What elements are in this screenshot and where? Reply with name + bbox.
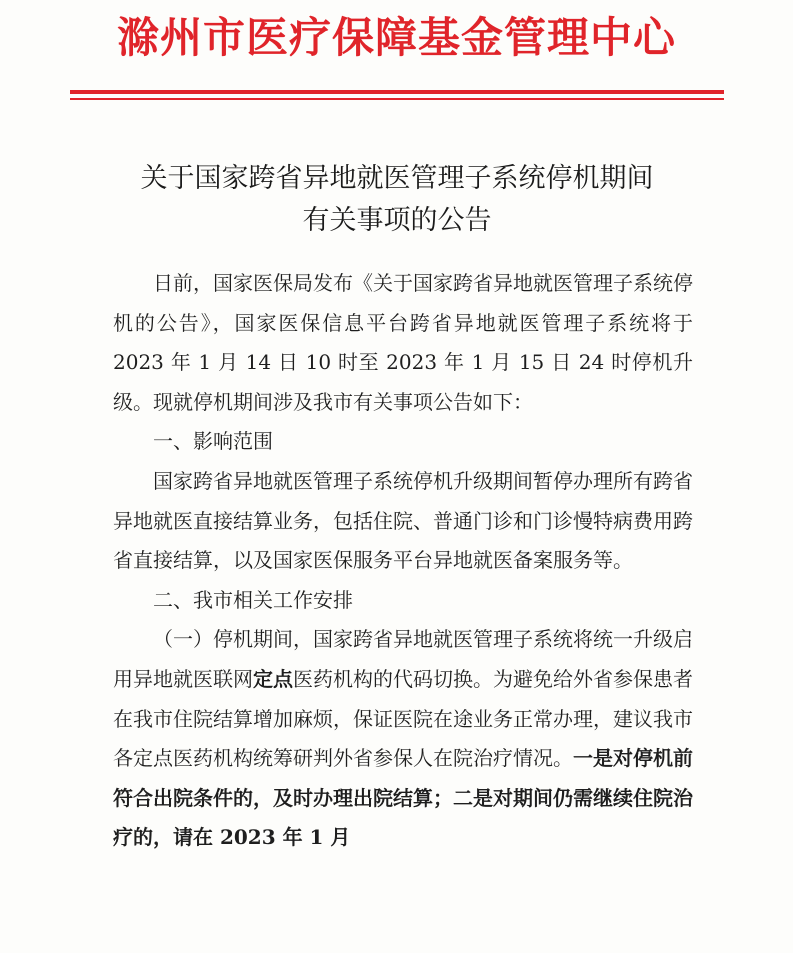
intro-paragraph: 日前，国家医保局发布《关于国家跨省异地就医管理子系统停机的公告》，国家医保信息平台跨省异地就医管理子系统将于 2023 年 1 月 14 日 10 时至 2023 年 1 月 15 日 24 时停机升级。现就停机期间涉及我市有关事项公告如下： (113, 271, 693, 414)
document-title-line-1: 关于国家跨省异地就医管理子系统停机期间 (140, 163, 654, 194)
arrangement-text-3: 二是 (453, 785, 493, 810)
arrangement-emphasis-3: 对期间仍需继续住院治疗的，请在 2023 年 1 月 (113, 785, 693, 850)
document-title-line-2: 有关事项的公告 (302, 205, 492, 236)
arrangement-paragraph (113, 620, 693, 858)
letterhead-rule-thick (70, 90, 724, 94)
document-title (70, 158, 724, 242)
letterhead-title: 滁州市医疗保障基金管理中心 (116, 13, 676, 62)
section-heading-1: 一、影响范围 (153, 429, 273, 454)
arrangement-text-2: 医药机构的代码切换。为避免给外省参保患者在我市住院结算增加麻烦，保证医院在途业务正常办理，建议我市各定点医药机构统筹研判外省参保人在院治疗情况。 (113, 666, 693, 771)
letterhead-rule-thin (70, 98, 724, 100)
arrangement-emphasis-2: 一是对停机前符合出院条件的，及时办理出院结算； (113, 746, 693, 810)
document-body (113, 264, 693, 858)
arrangement-text-1: （一）停机期间，国家跨省异地就医管理子系统将统一升级启用异地就医联网 (113, 627, 693, 691)
section-heading-2: 二、我市相关工作安排 (153, 587, 353, 612)
scope-paragraph: 国家跨省异地就医管理子系统停机升级期间暂停办理所有跨省异地就医直接结算业务，包括住院、普通门诊和门诊慢特病费用跨省直接结算，以及国家医保服务平台异地就医备案服务等。 (113, 468, 693, 573)
arrangement-emphasis-1: 定点 (253, 666, 293, 691)
